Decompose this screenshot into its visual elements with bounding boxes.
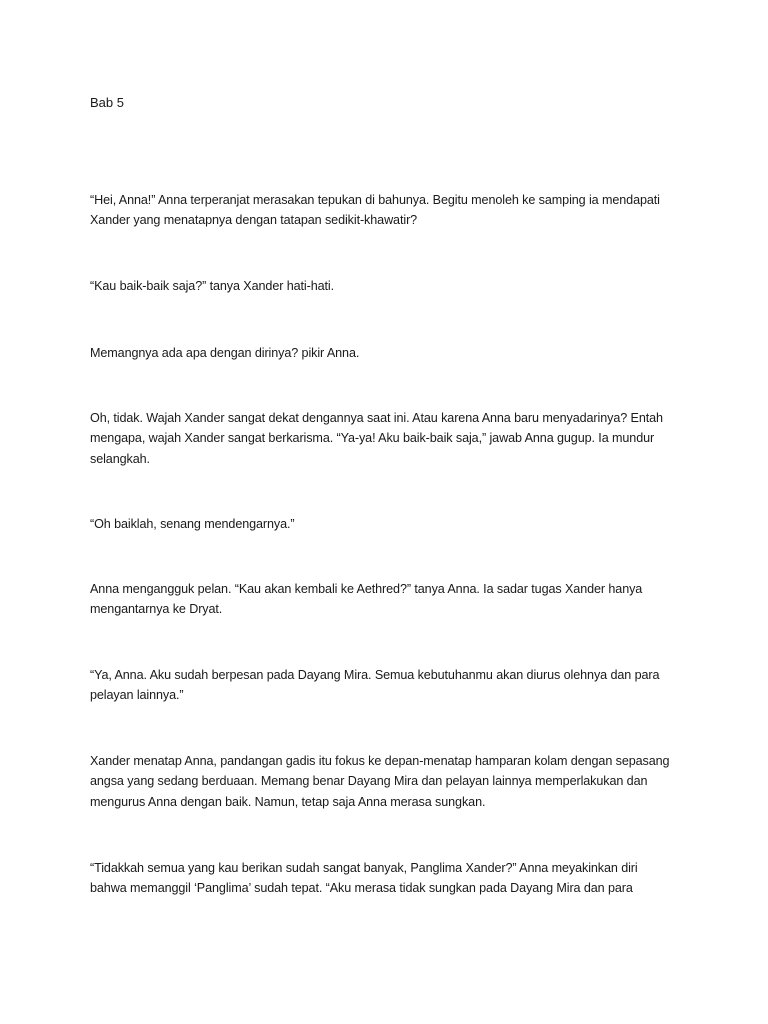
- paragraph-9: [90, 858, 682, 899]
- paragraph-line: pelayan lainnya.”: [90, 688, 184, 703]
- paragraph-line: “Hei, Anna!” Anna terperanjat merasakan tepukan di bahunya. Begitu menoleh ke samping ia mendapati: [90, 193, 660, 207]
- paragraph-line: selangkah.: [90, 451, 150, 466]
- paragraph-3: [90, 343, 682, 363]
- paragraph-6: [90, 579, 682, 620]
- paragraph-line: mengurus Anna dengan baik. Namun, tetap saja Anna merasa sungkan.: [90, 794, 486, 809]
- paragraph-line: Xander menatap Anna, pandangan gadis itu fokus ke depan-menatap hamparan kolam dengan sepasang: [90, 754, 670, 768]
- paragraph-line: Memangnya ada apa dengan dirinya? pikir Anna.: [90, 346, 360, 360]
- paragraph-8: [90, 751, 682, 812]
- paragraph-line: “Ya, Anna. Aku sudah berpesan pada Dayang Mira. Semua kebutuhanmu akan diurus olehnya dan para: [90, 668, 660, 682]
- paragraph-1: [90, 190, 682, 231]
- paragraph-4: [90, 408, 682, 469]
- paragraph-line: “Kau baik-baik saja?” tanya Xander hati-hati.: [90, 279, 335, 293]
- paragraph-2: [90, 276, 682, 296]
- paragraph-7: [90, 665, 682, 706]
- paragraph-line: “Oh baiklah, senang mendengarnya.”: [90, 517, 295, 531]
- paragraph-line: “Tidakkah semua yang kau berikan sudah sangat banyak, Panglima Xander?” Anna meyakinkan diri: [90, 861, 638, 875]
- chapter-title: Bab 5: [90, 95, 124, 110]
- paragraph-line: angsa yang sedang berduaan. Memang benar Dayang Mira dan pelayan lainnya memperlakukan dan: [90, 774, 648, 789]
- paragraph-line: mengantarnya ke Dryat.: [90, 602, 223, 617]
- paragraph-line: bahwa memanggil ‘Panglima’ sudah tepat. “Aku merasa tidak sungkan pada Dayang Mira dan para: [90, 881, 633, 896]
- paragraph-line: Anna mengangguk pelan. “Kau akan kembali ke Aethred?” tanya Anna. Ia sadar tugas Xander hanya: [90, 582, 643, 596]
- paragraph-line: Xander yang menatapnya dengan tatapan sedikit-khawatir?: [90, 213, 418, 228]
- paragraph-5: [90, 514, 682, 534]
- paragraph-line: mengapa, wajah Xander sangat berkarisma. “Ya-ya! Aku baik-baik saja,” jawab Anna gugup. Ia mundur: [90, 431, 655, 446]
- paragraph-line: Oh, tidak. Wajah Xander sangat dekat dengannya saat ini. Atau karena Anna baru menyadarinya? Entah: [90, 411, 663, 425]
